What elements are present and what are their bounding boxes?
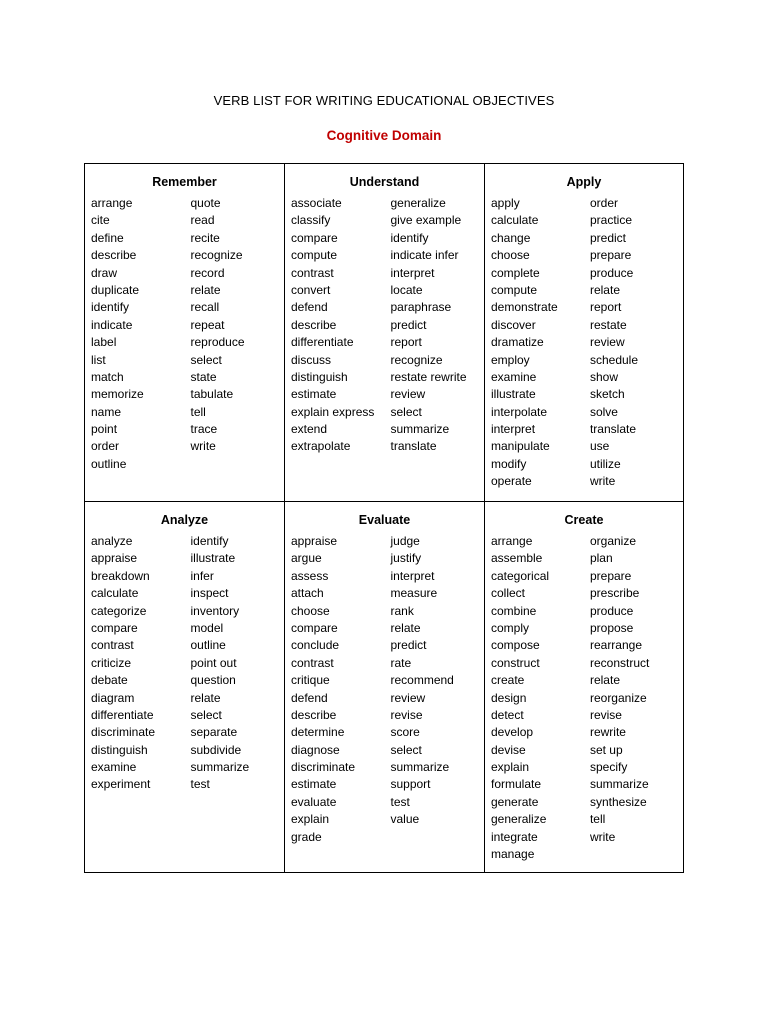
verb-item: experiment	[91, 777, 151, 792]
verb-item: debate	[91, 673, 128, 688]
verb-item: discriminate	[91, 725, 156, 740]
verb-item: distinguish	[91, 742, 148, 757]
verb-item: appraise	[91, 551, 138, 566]
verb-item: specify	[589, 760, 628, 775]
verb-item: identify	[91, 300, 130, 315]
verb-item: defend	[291, 690, 328, 705]
verb-column-left	[91, 533, 190, 794]
verb-item: compare	[291, 620, 338, 635]
verb-item: infer	[190, 568, 214, 583]
verb-item: determine	[291, 725, 345, 740]
verb-item: examine	[91, 760, 137, 775]
verb-item: integrate	[491, 829, 538, 844]
category-apply	[485, 164, 683, 502]
verb-item: read	[190, 213, 215, 228]
verb-item: categorical	[491, 568, 550, 583]
category-remember	[85, 164, 285, 502]
verb-column-right	[390, 195, 484, 456]
verb-item: attach	[291, 586, 324, 601]
verb-item: manage	[491, 847, 535, 862]
verb-item: critique	[291, 673, 330, 688]
verb-item: summarize	[190, 760, 250, 775]
verb-item: calculate	[491, 213, 539, 228]
verb-item: comply	[491, 620, 530, 635]
verb-item: report	[589, 300, 622, 315]
verb-item: explain	[491, 760, 530, 775]
verb-item: rewrite	[589, 725, 626, 740]
verb-item: record	[190, 265, 225, 280]
verb-item: differentiate	[291, 335, 354, 350]
verb-item: draw	[91, 265, 118, 280]
verb-item: compare	[291, 230, 338, 245]
verb-item: match	[91, 369, 124, 384]
verb-item: compute	[491, 282, 538, 297]
verb-item: order	[91, 439, 120, 454]
verb-item: justify	[390, 551, 422, 566]
verb-item: extend	[291, 422, 328, 437]
verb-item: criticize	[91, 655, 132, 670]
verb-item: examine	[491, 369, 537, 384]
verb-item: conclude	[291, 638, 340, 653]
verb-item: prescribe	[589, 586, 640, 601]
verb-item: point	[91, 422, 118, 437]
category-heading: Remember	[152, 175, 217, 189]
verb-item: relate	[390, 620, 421, 635]
verb-item: score	[390, 725, 420, 740]
verb-item: name	[91, 404, 122, 419]
verb-item: relate	[190, 282, 221, 297]
verb-item: inspect	[190, 586, 229, 601]
category-evaluate	[285, 502, 485, 872]
verb-item: argue	[291, 551, 322, 566]
verb-item: construct	[491, 655, 540, 670]
verb-item: test	[190, 777, 210, 792]
verb-item: extrapolate	[291, 439, 351, 454]
verb-item: illustrate	[190, 551, 236, 566]
page-subtitle: Cognitive Domain	[326, 128, 442, 143]
verb-item: contrast	[91, 638, 134, 653]
verb-item: memorize	[91, 387, 144, 402]
verb-item: arrange	[491, 534, 533, 548]
verb-item: synthesize	[589, 794, 647, 809]
verb-item: demonstrate	[491, 300, 558, 315]
verb-item: discuss	[291, 352, 332, 367]
verb-item: order	[589, 196, 618, 210]
category-heading: Understand	[349, 175, 420, 189]
verb-item: calculate	[91, 586, 139, 601]
verb-item: describe	[291, 707, 337, 722]
verb-item: reproduce	[190, 335, 245, 350]
verb-item: review	[589, 335, 625, 350]
verb-column-left	[491, 533, 590, 863]
verb-item: report	[390, 335, 422, 350]
verb-item: review	[390, 387, 426, 402]
verb-item: indicate	[91, 317, 133, 332]
verb-item: show	[589, 369, 618, 384]
category-heading: Create	[564, 513, 604, 527]
verb-item: choose	[291, 603, 330, 618]
verb-item: support	[390, 777, 431, 792]
verb-item: predict	[390, 638, 427, 653]
verb-item: interpret	[390, 265, 435, 280]
verb-item: paraphrase	[390, 300, 452, 315]
verb-item: write	[589, 474, 616, 489]
verb-item: restate rewrite	[390, 369, 467, 384]
verb-item: employ	[491, 352, 530, 367]
verb-column-right	[590, 533, 683, 863]
verb-item: compute	[291, 248, 338, 263]
verb-item: predict	[390, 317, 427, 332]
verb-item: contrast	[291, 265, 334, 280]
verb-item: choose	[491, 248, 530, 263]
verb-item: collect	[491, 586, 526, 601]
verb-item: sketch	[589, 387, 625, 402]
verb-item: recite	[190, 230, 220, 245]
verb-item: relate	[589, 282, 620, 297]
verb-item: explain	[291, 812, 330, 827]
verb-item: produce	[589, 265, 634, 280]
verb-item: categorize	[91, 603, 147, 618]
verb-item: reconstruct	[589, 655, 650, 670]
verb-item: value	[390, 812, 420, 827]
verb-item: identify	[190, 534, 229, 548]
verb-item: convert	[291, 282, 331, 297]
verb-item: recognize	[190, 248, 243, 263]
verb-item: revise	[390, 707, 423, 722]
verb-item: organize	[589, 534, 636, 548]
verb-item: change	[491, 230, 531, 245]
verb-item: compose	[491, 638, 540, 653]
verb-item: tabulate	[190, 387, 234, 402]
verb-item: grade	[291, 829, 322, 844]
verb-item: compare	[91, 620, 138, 635]
verb-item: dramatize	[491, 335, 544, 350]
verb-item: quote	[190, 196, 221, 210]
verb-table	[84, 163, 684, 873]
verb-item: design	[491, 690, 527, 705]
verb-column-right	[190, 533, 284, 794]
page-title: VERB LIST FOR WRITING EDUCATIONAL OBJECTIVES	[213, 93, 555, 108]
verb-item: analyze	[91, 534, 133, 548]
verb-column-left	[491, 195, 590, 491]
verb-item: breakdown	[91, 568, 150, 583]
verb-item: summarize	[589, 777, 649, 792]
category-heading: Apply	[566, 175, 602, 189]
verb-item: operate	[491, 474, 532, 489]
verb-item: interpret	[390, 568, 435, 583]
verb-item: propose	[589, 620, 634, 635]
verb-item: devise	[491, 742, 526, 757]
verb-item: assess	[291, 568, 329, 583]
verb-item: select	[390, 404, 422, 419]
verb-item: rearrange	[589, 638, 642, 653]
verb-item: test	[390, 794, 410, 809]
verb-column-left	[291, 533, 390, 846]
verb-item: subdivide	[190, 742, 242, 757]
verb-item: select	[190, 352, 222, 367]
verb-item: summarize	[390, 422, 450, 437]
verb-item: point out	[190, 655, 237, 670]
verb-item: manipulate	[491, 439, 550, 454]
verb-item: locate	[390, 282, 423, 297]
verb-item: illustrate	[491, 387, 536, 402]
category-heading: Evaluate	[358, 513, 411, 527]
verb-item: prepare	[589, 568, 632, 583]
verb-item: trace	[190, 422, 218, 437]
verb-item: plan	[589, 551, 613, 566]
verb-item: generate	[491, 794, 539, 809]
verb-item: defend	[291, 300, 328, 315]
verb-item: formulate	[491, 777, 542, 792]
verb-item: modify	[491, 456, 527, 471]
verb-item: solve	[589, 404, 618, 419]
verb-item: recommend	[390, 673, 454, 688]
verb-item: rate	[390, 655, 412, 670]
verb-item: measure	[390, 586, 438, 601]
verb-item: write	[190, 439, 216, 454]
verb-item: summarize	[390, 760, 450, 775]
verb-item: describe	[91, 248, 137, 263]
verb-item: review	[390, 690, 426, 705]
verb-item: label	[91, 335, 117, 350]
verb-item: discover	[491, 317, 536, 332]
verb-item: discriminate	[291, 760, 356, 775]
verb-item: predict	[589, 230, 626, 245]
verb-item: distinguish	[291, 369, 348, 384]
verb-item: tell	[190, 404, 206, 419]
verb-item: inventory	[190, 603, 240, 618]
verb-item: give example	[390, 213, 462, 228]
verb-item: utilize	[589, 456, 621, 471]
verb-item: outline	[190, 638, 226, 653]
verb-item: evaluate	[291, 794, 337, 809]
verb-item: associate	[291, 196, 342, 210]
verb-item: schedule	[589, 352, 639, 367]
verb-item: judge	[390, 534, 420, 548]
verb-item: model	[190, 620, 224, 635]
verb-item: translate	[390, 439, 437, 454]
verb-item: create	[491, 673, 525, 688]
verb-item: separate	[190, 725, 238, 740]
verb-item: select	[190, 707, 222, 722]
verb-item: interpolate	[491, 404, 548, 419]
verb-column-right	[190, 195, 284, 473]
verb-item: repeat	[190, 317, 225, 332]
category-create	[485, 502, 683, 872]
verb-item: arrange	[91, 196, 133, 210]
verb-item: state	[190, 369, 217, 384]
verb-item: define	[91, 230, 124, 245]
verb-item: explain express	[291, 404, 375, 419]
verb-item: identify	[390, 230, 429, 245]
verb-item: set up	[589, 742, 623, 757]
verb-item: assemble	[491, 551, 543, 566]
category-understand	[285, 164, 485, 502]
verb-item: select	[390, 742, 422, 757]
verb-item: combine	[491, 603, 537, 618]
verb-column-left	[91, 195, 190, 473]
verb-item: develop	[491, 725, 534, 740]
verb-item: estimate	[291, 777, 337, 792]
verb-item: revise	[589, 707, 622, 722]
verb-item: tell	[589, 812, 606, 827]
verb-item: question	[190, 673, 236, 688]
verb-item: rank	[390, 603, 414, 618]
verb-item: estimate	[291, 387, 337, 402]
verb-item: write	[589, 829, 616, 844]
verb-column-right	[390, 533, 484, 846]
verb-item: duplicate	[91, 282, 140, 297]
verb-item: relate	[190, 690, 221, 705]
verb-item: contrast	[291, 655, 334, 670]
verb-item: recognize	[390, 352, 443, 367]
category-analyze	[85, 502, 285, 872]
verb-item: reorganize	[589, 690, 647, 705]
verb-item: classify	[291, 213, 331, 228]
verb-item: apply	[491, 196, 520, 210]
verb-item: recall	[190, 300, 220, 315]
verb-item: prepare	[589, 248, 632, 263]
verb-item: outline	[91, 456, 127, 471]
verb-column-right	[590, 195, 683, 491]
verb-item: use	[589, 439, 610, 454]
verb-item: translate	[589, 422, 636, 437]
verb-column-left	[291, 195, 390, 456]
verb-item: relate	[589, 673, 620, 688]
verb-item: generalize	[491, 812, 547, 827]
verb-item: interpret	[491, 422, 536, 437]
verb-item: indicate infer	[390, 248, 459, 263]
verb-item: describe	[291, 317, 337, 332]
verb-item: produce	[589, 603, 634, 618]
verb-item: differentiate	[91, 707, 154, 722]
verb-item: diagnose	[291, 742, 340, 757]
verb-item: detect	[491, 707, 524, 722]
verb-item: appraise	[291, 534, 338, 548]
verb-item: complete	[491, 265, 540, 280]
verb-item: restate	[589, 317, 627, 332]
verb-item: practice	[589, 213, 632, 228]
verb-item: diagram	[91, 690, 135, 705]
verb-item: generalize	[390, 196, 446, 210]
verb-item: cite	[91, 213, 110, 228]
category-heading: Analyze	[160, 513, 209, 527]
verb-item: list	[91, 352, 106, 367]
